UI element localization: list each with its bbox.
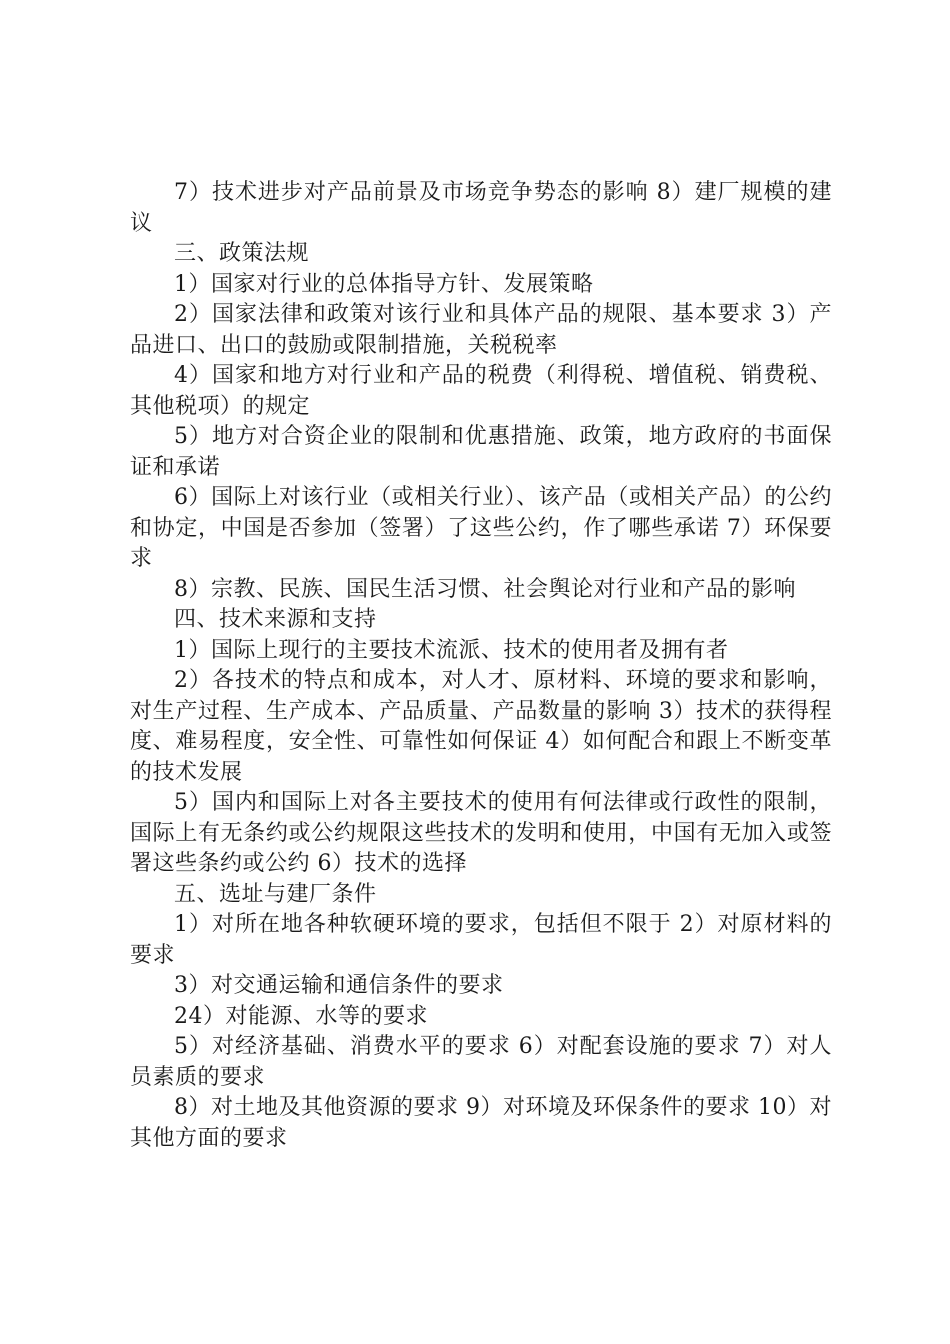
section-heading: 五、选址与建厂条件 bbox=[174, 881, 377, 907]
paragraph: 5）国内和国际上对各主要技术的使用有何法律或行政性的限制，国际上有无条约或公约规限这些技术的发明和使用，中国有无加入或签署这些条约或公约 6）技术的选择 bbox=[130, 790, 832, 876]
paragraph: 5）对经济基础、消费水平的要求 6）对配套设施的要求 7）对人员素质的要求 bbox=[130, 1034, 832, 1090]
paragraph: 5）地方对合资企业的限制和优惠措施、政策，地方政府的书面保证和承诺 bbox=[130, 424, 832, 480]
paragraph: 1）对所在地各种软硬环境的要求，包括但不限于 2）对原材料的要求 bbox=[130, 912, 832, 968]
paragraph: 6）国际上对该行业（或相关行业）、该产品（或相关产品）的公约和协定，中国是否参加（签署）了这些公约，作了哪些承诺 7）环保要求 bbox=[130, 485, 832, 571]
paragraph: 2）国家法律和政策对该行业和具体产品的规限、基本要求 3）产品进口、出口的鼓励或限制措施，关税税率 bbox=[130, 302, 832, 358]
paragraph: 8）宗教、民族、国民生活习惯、社会舆论对行业和产品的影响 bbox=[174, 576, 796, 602]
paragraph: 8）对土地及其他资源的要求 9）对环境及环保条件的要求 10）对其他方面的要求 bbox=[130, 1095, 832, 1151]
paragraph: 3）对交通运输和通信条件的要求 bbox=[174, 973, 504, 998]
paragraph: 7）技术进步对产品前景及市场竞争势态的影响 8）建厂规模的建议 bbox=[130, 180, 832, 236]
document-body bbox=[130, 178, 832, 1154]
paragraph: 4）国家和地方对行业和产品的税费（利得税、增值税、销费税、其他税项）的规定 bbox=[130, 363, 832, 419]
section-heading: 三、政策法规 bbox=[174, 241, 310, 266]
section-heading: 四、技术来源和支持 bbox=[174, 607, 377, 632]
paragraph: 1）国家对行业的总体指导方针、发展策略 bbox=[174, 271, 594, 297]
paragraph: 24）对能源、水等的要求 bbox=[174, 1003, 428, 1029]
paragraph: 1）国际上现行的主要技术流派、技术的使用者及拥有者 bbox=[174, 637, 729, 663]
paragraph: 2）各技术的特点和成本，对人才、原材料、环境的要求和影响，对生产过程、生产成本、产品质量、产品数量的影响 3）技术的获得程度、难易程度，安全性、可靠性如何保证 4）如何配合和跟上不断变革的技术发展 bbox=[130, 668, 832, 785]
